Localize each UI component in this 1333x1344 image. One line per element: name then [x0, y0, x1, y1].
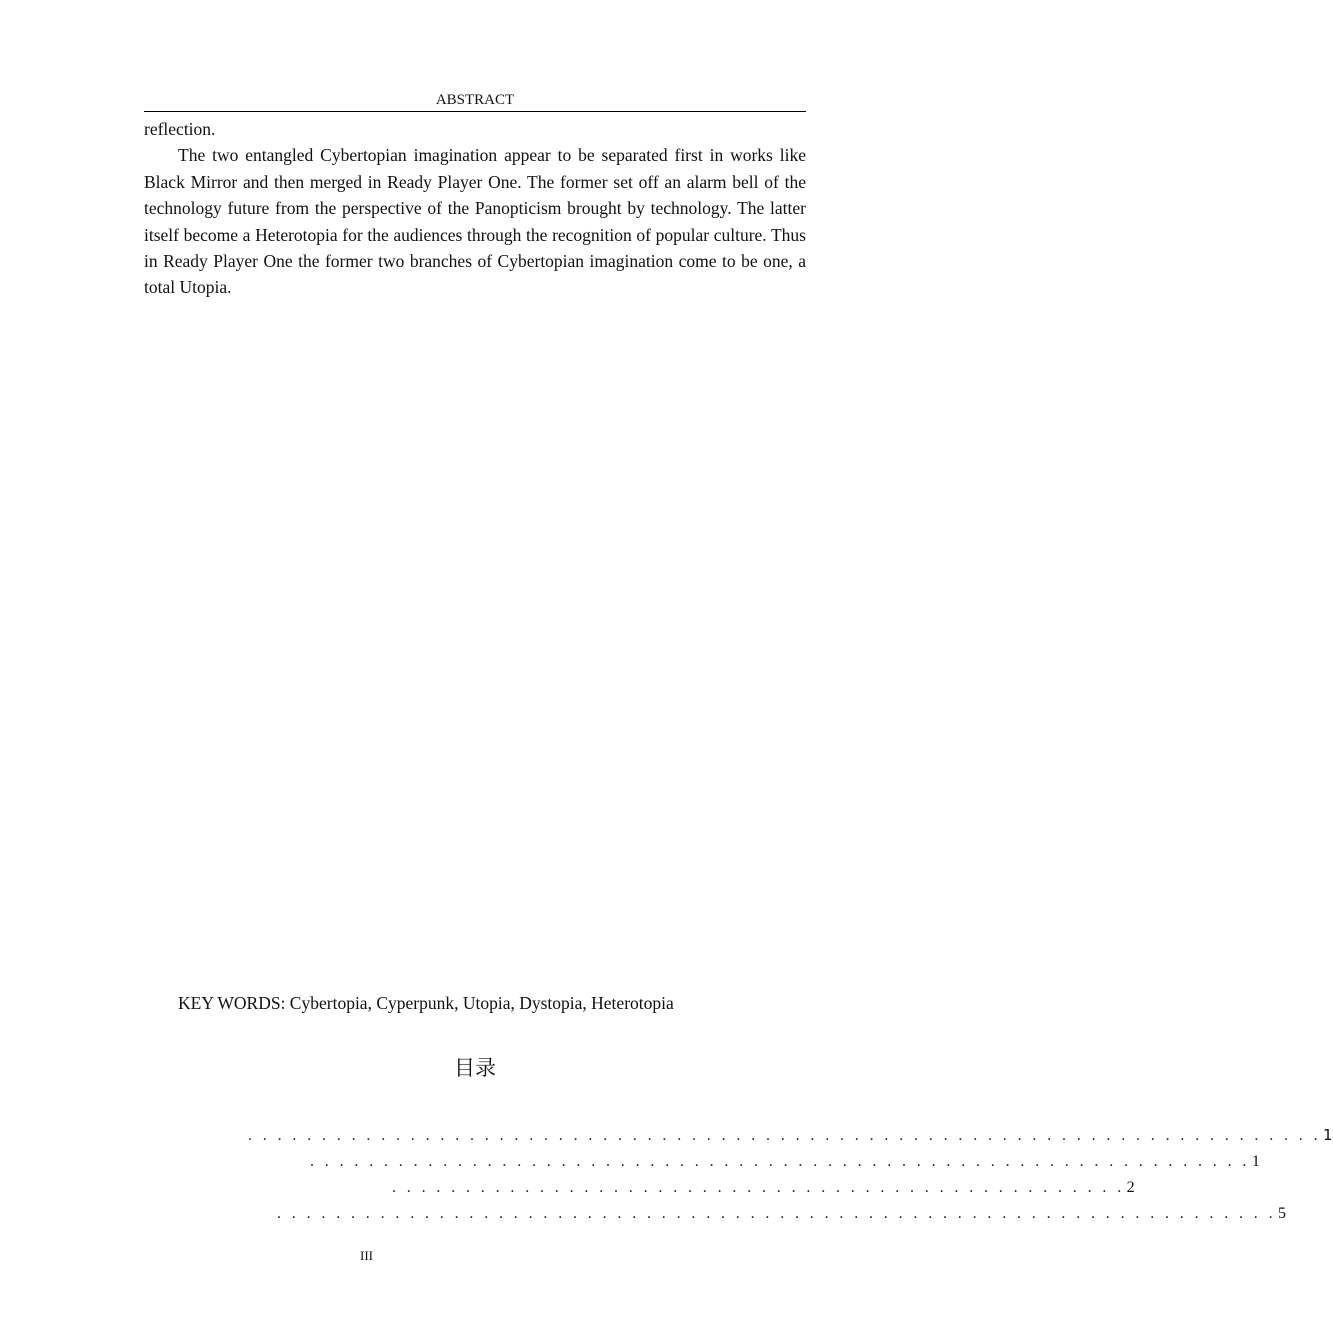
toc-leader-dots: . . . . . . . . . . . . . . . . . . . . . . . . . . . . . . . . . . . . . . . . . . . . . . . . . . . . . . . . . . . . . . . .	[310, 1153, 1250, 1170]
abstract-paragraph: The two entangled Cybertopian imagination appear to be separated first in works like Black Mirror and then merged in Ready Player One. The former set off an alarm bell of the technology future from the perspective of the Panopticism brought by technology. The latter itself become a Heterotopia for the audiences through the recognition of popular culture. Thus in Ready Player One the former two branches of Cybertopian imagination come to be one, a total Utopia.	[144, 145, 806, 298]
toc-leader-dots: . . . . . . . . . . . . . . . . . . . . . . . . . . . . . . . . . . . . . . . . . . . . . . . . . .	[392, 1179, 1125, 1196]
toc-leader-dots: . . . . . . . . . . . . . . . . . . . . . . . . . . . . . . . . . . . . . . . . . . . . . . . . . . . . . . . . . . . . . . . . . . . . . . . . .	[248, 1127, 1321, 1144]
header-rule	[144, 111, 806, 112]
toc-title: 目录	[454, 1056, 496, 1080]
toc-page-number: 5	[1278, 1205, 1286, 1222]
toc-page-number: 2	[1126, 1179, 1135, 1196]
toc-entry[interactable]	[310, 1150, 1260, 1174]
continuation-text: reflection.	[144, 119, 216, 139]
keywords-line: KEY WORDS: Cybertopia, Cyperpunk, Utopia, Dystopia, Heterotopia	[178, 993, 674, 1013]
toc-page-number: 1	[1251, 1153, 1260, 1170]
toc-entry[interactable]	[248, 1123, 1333, 1147]
toc-entry[interactable]	[392, 1176, 1135, 1200]
toc-entry[interactable]	[277, 1202, 1286, 1226]
page-number: III	[360, 1248, 373, 1263]
abstract-body	[144, 116, 806, 301]
running-header: ABSTRACT	[435, 92, 515, 108]
toc-leader-dots: . . . . . . . . . . . . . . . . . . . . . . . . . . . . . . . . . . . . . . . . . . . . . . . . . . . . . . . . . . . . . . . . . . . .	[277, 1205, 1276, 1222]
toc-page-number: 1	[1323, 1126, 1333, 1144]
